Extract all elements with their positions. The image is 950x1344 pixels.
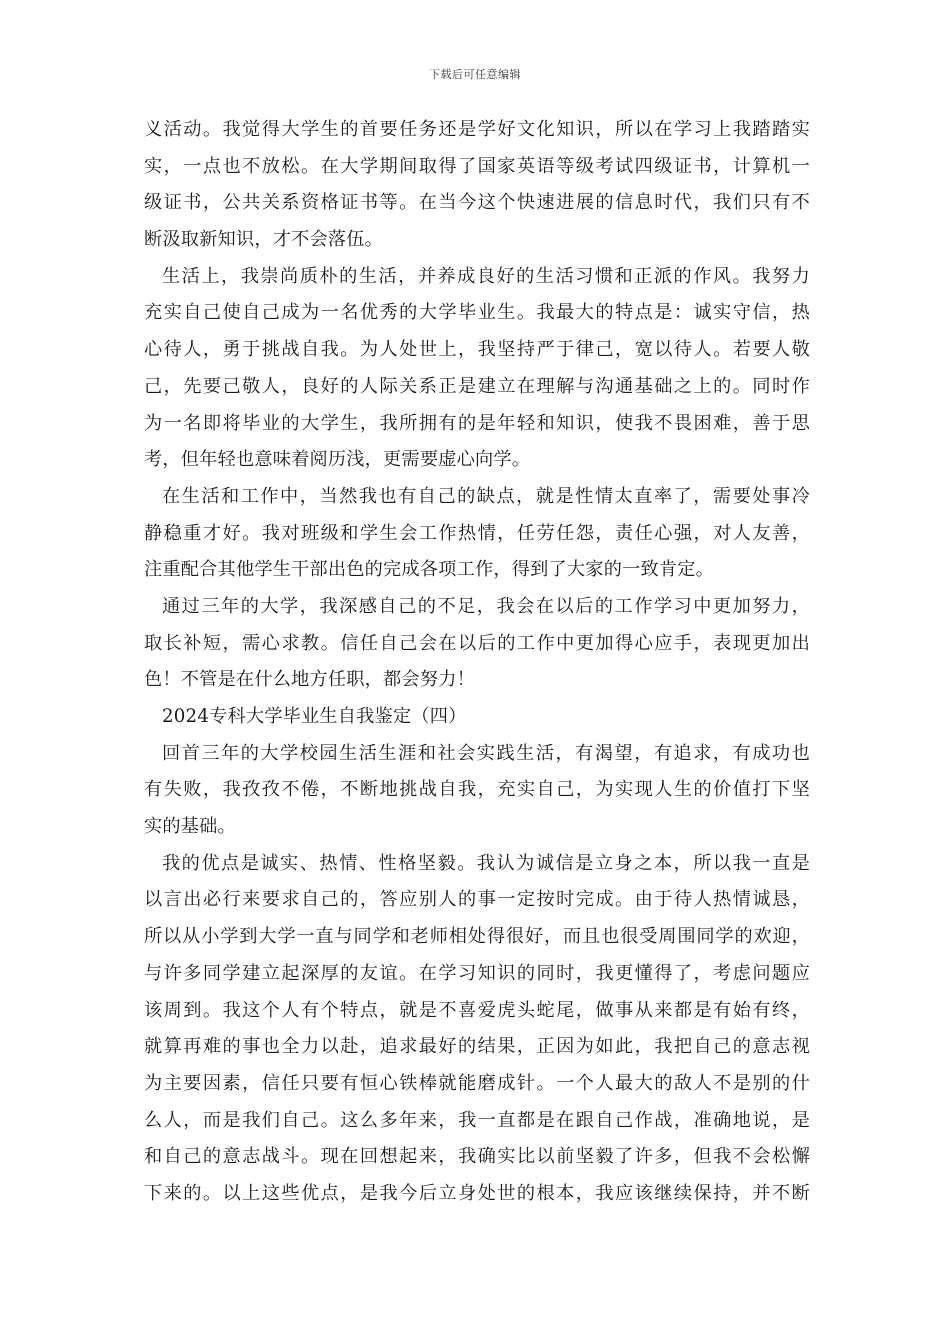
section-heading: 2024专科大学毕业生自我鉴定（四） [162,706,467,727]
document-body [144,112,810,1213]
text-line: 实，一点也不放松。在大学期间取得了国家英语等级考试四级证书，计算机一 [144,155,810,177]
text-line: 充实自己使自己成为一名优秀的大学毕业生。我最大的特点是：诚实守信，热 [144,302,810,324]
text-line: 和自己的意志战斗。现在回想起来，我确实比以前坚毅了许多，但我不会松懈 [144,1146,810,1168]
text-line: 所以从小学到大学一直与同学和老师相处得很好，而且也很受周围同学的欢迎， [144,926,810,948]
text-line: 己，先要己敬人，良好的人际关系正是建立在理解与沟通基础之上的。同时作 [144,375,810,397]
text-line: 下来的。以上这些优点，是我今后立身处世的根本，我应该继续保持，并不断 [144,1182,810,1204]
paragraph-first-line: 通过三年的大学，我深感自己的不足，我会在以后的工作学习中更加努力， [162,595,810,617]
text-line: 取长补短，需心求教。信任自己会在以后的工作中更加得心应手，表现更加出 [144,632,810,654]
text-line: 心待人，勇于挑战自我。为人处世上，我坚持严于律己，宽以待人。若要人敬 [144,339,810,361]
text-line: 静稳重才好。我对班级和学生会工作热情，任劳任怨，责任心强，对人友善， [144,522,810,544]
text-line: 色！不管是在什么地方任职，都会努力！ [144,669,475,691]
paragraph-first-line: 在生活和工作中，当然我也有自己的缺点，就是性情太直率了，需要处事冷 [162,485,810,507]
paragraph-first-line: 生活上，我崇尚质朴的生活，并养成良好的生活习惯和正派的作风。我努力 [162,265,810,287]
text-line: 为主要因素，信任只要有恒心铁棒就能磨成针。一个人最大的敌人不是别的什 [144,1072,810,1094]
text-line: 么人，而是我们自己。这么多年来，我一直都是在跟自己作战，准确地说，是 [144,1109,810,1131]
text-line: 与许多同学建立起深厚的友谊。在学习知识的同时，我更懂得了，考虑问题应 [144,962,810,984]
text-line: 义活动。我觉得大学生的首要任务还是学好文化知识，所以在学习上我踏踏实 [144,119,810,140]
text-line: 有失败，我孜孜不倦，不断地挑战自我，充实自己，为实现人生的价值打下坚 [144,779,810,801]
header-note: 下载后可任意编辑 [429,68,521,81]
text-line: 级证书，公共关系资格证书等。在当今这个快速进展的信息时代，我们只有不 [144,192,810,214]
text-line: 考，但年轻也意味着阅历浅，更需要虚心向学。 [144,449,531,471]
text-line: 该周到。我这个人有个特点，就是不喜爱虎头蛇尾，做事从来都是有始有终， [144,999,810,1021]
paragraph-first-line: 回首三年的大学校园生活生涯和社会实践生活，有渴望，有追求，有成功也 [162,742,810,764]
text-line: 以言出必行来要求自己的，答应别人的事一定按时完成。由于待人热情诚恳， [144,889,810,911]
text-line: 注重配合其他学生干部出色的完成各项工作，得到了大家的一致肯定。 [144,559,715,581]
text-line: 就算再难的事也全力以赴，追求最好的结果，正因为如此，我把自己的意志视 [144,1036,810,1058]
text-line: 为一名即将毕业的大学生，我所拥有的是年轻和知识，使我不畏困难，善于思 [144,412,810,434]
text-line: 实的基础。 [144,816,236,838]
text-line: 断汲取新知识，才不会落伍。 [144,229,384,251]
paragraph-first-line: 我的优点是诚实、热情、性格坚毅。我认为诚信是立身之本，所以我一直是 [162,852,810,874]
